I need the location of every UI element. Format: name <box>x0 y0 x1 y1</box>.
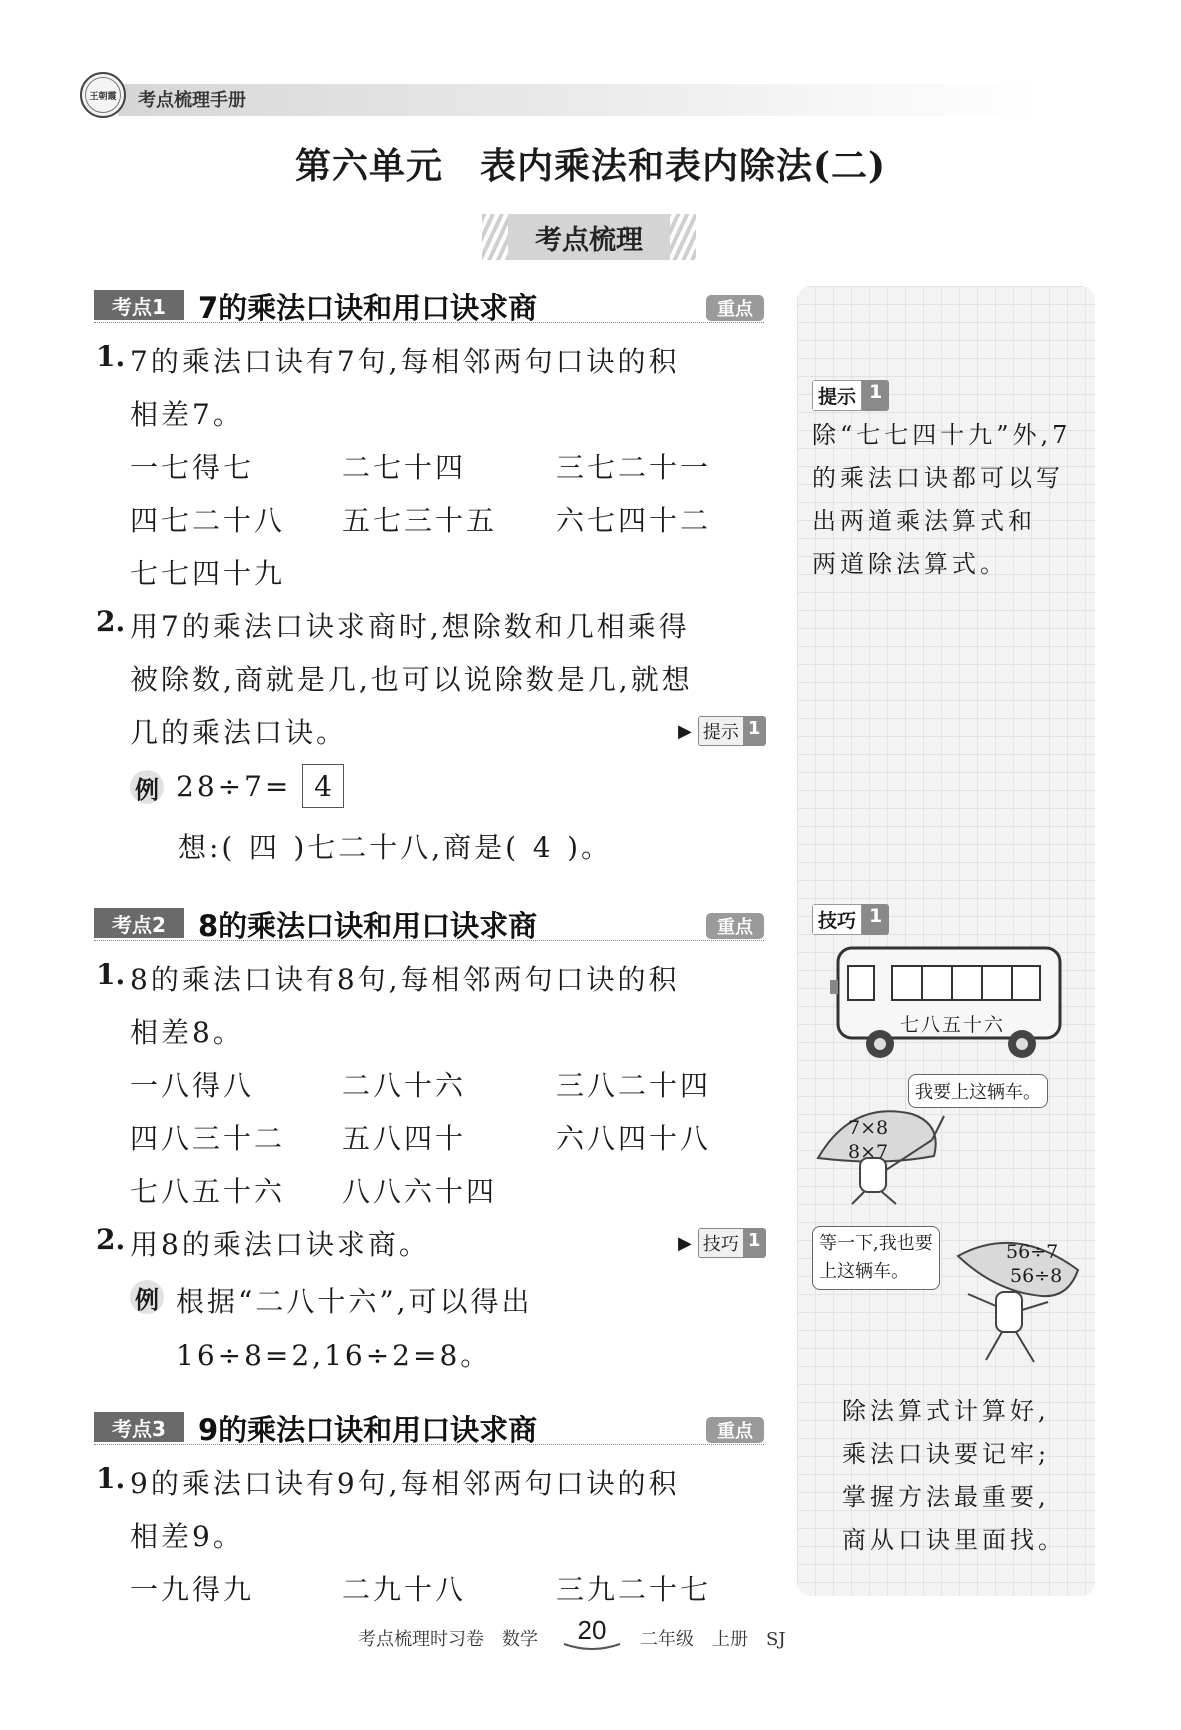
skill-ref-label: 技巧 <box>699 1229 743 1257</box>
topic-1-badge: 重点 <box>706 295 764 321</box>
page-number: 20 <box>577 1614 607 1645</box>
t1-p1-line1: 7的乘法口诀有7句,每相邻两句口诀的积 <box>130 345 680 378</box>
t1-p2-line2: 被除数,商就是几,也可以说除数是几,就想 <box>130 663 693 696</box>
bubble-2-line: 上这辆车。 <box>819 1261 909 1282</box>
t2-p2-line1: 用8的乘法口诀求商。 <box>130 1228 430 1261</box>
think-suffix: )。 <box>567 831 613 864</box>
sidebar-tip-line: 除“七七四十九”外,7 <box>812 421 1072 449</box>
t2-rhyme: 七八五十六 <box>130 1175 286 1208</box>
play-arrow-icon: ▶ <box>678 1232 692 1254</box>
think-fill-2: 4 <box>532 831 554 864</box>
t2-skill-ref[interactable] <box>678 1228 766 1258</box>
t1-p2-number: 2. <box>96 605 126 638</box>
bus-illustration <box>830 940 1070 1065</box>
tip-ref-chip <box>698 716 767 746</box>
page-number-swoosh <box>562 1640 622 1654</box>
section-banner-label: 考点梳理 <box>508 214 670 260</box>
t1-rhyme: 二七十四 <box>342 451 467 484</box>
sidebar-skill-num: 1 <box>862 904 889 935</box>
t2-p1-number: 1. <box>96 958 126 991</box>
t1-p2-line3: 几的乘法口诀。 <box>130 716 348 749</box>
header-band <box>118 84 1038 116</box>
mushroom-2-line: 56÷8 <box>1010 1265 1063 1287</box>
topic-1-tag: 考点1 <box>94 290 184 320</box>
topic-2-title: 8的乘法口诀和用口诀求商 <box>198 909 538 943</box>
book-name: 考点梳理手册 <box>138 90 246 111</box>
t1-think-line <box>178 826 612 866</box>
think-prefix: 想:( <box>178 831 236 864</box>
t1-p2-line1: 用7的乘法口诀求商时,想除数和几相乘得 <box>130 610 690 643</box>
poem-line: 乘法口诀要记牢; <box>842 1440 1051 1468</box>
mushroom-1-line: 8×7 <box>848 1141 889 1163</box>
t1-rhyme: 六七四十二 <box>556 504 712 537</box>
t1-rhyme: 一七得七 <box>130 451 255 484</box>
t3-p1-number: 1. <box>96 1462 126 1495</box>
poem-line: 掌握方法最重要, <box>842 1483 1050 1511</box>
logo-text: 王朝霞 <box>85 77 121 113</box>
t1-rhyme: 三七二十一 <box>556 451 712 484</box>
t3-p1-line2: 相差9。 <box>130 1520 244 1553</box>
skill-ref-num: 1 <box>743 1229 766 1257</box>
bus-label: 七八五十六 <box>900 1014 1006 1036</box>
tip-ref-label: 提示 <box>699 717 743 745</box>
t2-example-line2: 16÷8=2,16÷2=8。 <box>176 1339 492 1372</box>
sidebar-poem <box>842 1390 1066 1562</box>
t2-p1-line2: 相差8。 <box>130 1016 244 1049</box>
topic-1-title: 7的乘法口诀和用口诀求商 <box>198 291 538 325</box>
tip-ref-num: 1 <box>743 717 766 745</box>
t1-p1-number: 1. <box>96 340 126 373</box>
mushroom-1-line: 7×8 <box>848 1117 889 1139</box>
think-middle: )七二十八,商是( <box>293 831 520 864</box>
footer-right: 二年级 上册 SJ <box>640 1629 786 1650</box>
t2-example-mark: 例 <box>130 1280 164 1314</box>
t1-example-expr: 28÷7= <box>176 770 292 803</box>
t1-rhyme: 五七三十五 <box>342 504 498 537</box>
t2-rhyme: 四八三十二 <box>130 1122 286 1155</box>
t2-p1-line1: 8的乘法口诀有8句,每相邻两句口诀的积 <box>130 963 680 996</box>
t1-example-mark: 例 <box>130 770 164 804</box>
unit-title: 第六单元 表内乘法和表内除法(二) <box>294 145 887 187</box>
poem-line: 除法算式计算好, <box>842 1397 1050 1425</box>
sidebar-tip-line: 出两道乘法算式和 <box>812 507 1036 535</box>
play-arrow-icon: ▶ <box>678 720 692 742</box>
section-banner <box>482 214 696 260</box>
skill-ref-chip <box>698 1228 767 1258</box>
publisher-logo <box>80 72 126 118</box>
topic-3-badge: 重点 <box>706 1417 764 1443</box>
topic-3-title: 9的乘法口诀和用口诀求商 <box>198 1413 538 1447</box>
think-fill-1: 四 <box>248 831 280 864</box>
t2-p2-number: 2. <box>96 1223 126 1256</box>
sidebar-tip-num: 1 <box>862 380 889 411</box>
speech-bubble-2 <box>812 1226 940 1290</box>
t2-example-line1: 根据“二八十六”,可以得出 <box>176 1285 533 1318</box>
footer-left: 考点梳理时习卷 数学 <box>358 1629 538 1650</box>
sidebar-tip-line: 两道除法算式。 <box>812 550 1008 578</box>
t1-rhyme: 四七二十八 <box>130 504 286 537</box>
speech-bubble-1: 我要上这辆车。 <box>908 1074 1048 1108</box>
topic-3-tag: 考点3 <box>94 1412 184 1442</box>
sidebar-tip-label: 提示 <box>812 380 862 411</box>
t1-p1-line2: 相差7。 <box>130 398 244 431</box>
t2-rhyme: 一八得八 <box>130 1069 255 1102</box>
sidebar-skill-tag <box>812 904 889 935</box>
t1-answer-box: 4 <box>302 764 344 808</box>
topic-2-tag: 考点2 <box>94 908 184 938</box>
t1-rhyme: 七七四十九 <box>130 557 286 590</box>
t3-rhyme: 三九二十七 <box>556 1573 712 1606</box>
bubble-2-line: 等一下,我也要 <box>819 1233 933 1254</box>
t2-rhyme: 八八六十四 <box>342 1175 498 1208</box>
sidebar-skill-label: 技巧 <box>812 904 862 935</box>
topic-2-badge: 重点 <box>706 913 764 939</box>
mushroom-2-expr <box>1006 1240 1062 1288</box>
t1-tip-ref[interactable] <box>678 716 766 746</box>
sidebar-tip-line: 的乘法口诀都可以写 <box>812 464 1064 492</box>
t3-rhyme: 一九得九 <box>130 1573 255 1606</box>
t2-rhyme: 六八四十八 <box>556 1122 712 1155</box>
sidebar-tip-tag <box>812 380 889 411</box>
poem-line: 商从口诀里面找。 <box>842 1526 1066 1554</box>
t3-p1-line1: 9的乘法口诀有9句,每相邻两句口诀的积 <box>130 1467 680 1500</box>
sidebar-tip-text <box>812 414 1071 586</box>
t2-rhyme: 二八十六 <box>342 1069 467 1102</box>
mushroom-2-line: 56÷7 <box>1006 1241 1059 1263</box>
t2-rhyme: 三八二十四 <box>556 1069 712 1102</box>
t3-rhyme: 二九十八 <box>342 1573 467 1606</box>
mushroom-1-expr <box>848 1116 888 1164</box>
t2-rhyme: 五八四十 <box>342 1122 467 1155</box>
